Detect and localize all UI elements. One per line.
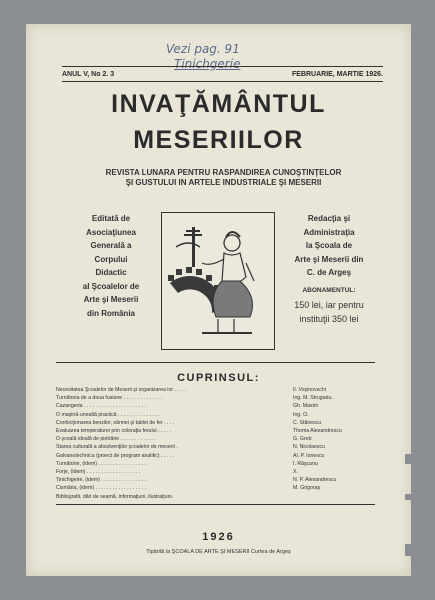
contents-entry-author: N. P. Alexandrescu [293, 477, 337, 484]
publisher-line: Generală a [90, 241, 132, 250]
editorial-line: Administraţia [303, 227, 355, 237]
contents-heading: CUPRINSUL: [177, 372, 260, 384]
contents-entry [56, 386, 375, 394]
contents-entry-title: Confecţionarea benzilor, sârmei şi tablei de fer . . . . [56, 419, 175, 426]
contents-entry-author: G. Greb [293, 436, 312, 443]
contents-entry-author: Ing. O. [293, 411, 309, 418]
contents-entry [56, 484, 375, 492]
top-rule [62, 66, 383, 67]
contents-entry [56, 443, 375, 451]
editorial-line: la Şcoala de [305, 241, 353, 250]
magazine-cover [26, 24, 411, 576]
contents-rule [56, 362, 375, 363]
contents-entry [56, 468, 375, 476]
contents-entry-title: Turnătorie, (idem) . . . . . . . . . . . . . . . . . [56, 460, 147, 467]
contents-entry-author: I. Răşcanu [293, 460, 318, 467]
contents-entry-author: Al. P. Ionescu [293, 452, 325, 459]
editorial-line: Redacţia şi [307, 214, 351, 223]
publisher-line: al Şcoalelor de [82, 281, 140, 291]
contents-entry-title: O maşină-unealtă practică . . . . . . . . . . . . . . . [56, 411, 160, 418]
publisher-line: Corpului [94, 254, 128, 264]
contents-entry-title: Cazangeria . . . . . . . . . . . . . . . . . . . . . . [56, 403, 146, 410]
contents-entry [56, 493, 375, 501]
issue-number: ANUL V, No 2. 3 [62, 70, 115, 78]
publication-year: 1926 [202, 531, 235, 543]
contents-entry [56, 476, 375, 484]
contents-entry [56, 435, 375, 443]
contents-entry-title: Cismăria, (idem) . . . . . . . . . . . . . . . . . . [56, 485, 146, 492]
publisher-line: Asociaţiunea [86, 227, 136, 237]
contents-entry-author: N. Nicolaescu [293, 444, 326, 451]
publisher-column [66, 212, 156, 320]
contents-entry [56, 427, 375, 435]
contents-entry-title: Bibliografii, dări de seamă, informaţiuni, ilustraţiuni. [56, 493, 174, 500]
contents-entry [56, 394, 375, 402]
handwritten-note-2: Tinichgerie [174, 57, 241, 71]
handwritten-note-1: Vezi pag. 91 [166, 42, 240, 56]
contents-entry [56, 452, 375, 460]
contents-entry-title: Galvanotechnica (proect de program analitic) . . . . . [56, 452, 174, 459]
woman-with-gear-illustration [162, 213, 274, 349]
contents-entry-author: Ing. M. Strugariu. [293, 395, 333, 402]
issue-row [62, 68, 383, 80]
contents-entry-title: Tinichigerie, (idem) . . . . . . . . . . . . . . . . [56, 477, 147, 484]
torn-edge [405, 454, 413, 464]
torn-edge [405, 494, 413, 500]
contents-entry-author: Gh. Maxim [293, 403, 319, 410]
contents-entry [56, 411, 375, 419]
issue-rule [62, 81, 383, 82]
printer-line: Tipărită la ŞCOALA DE ARTE ŞI MESERII Curtea de Argeş [146, 549, 291, 555]
contents-entry-title: Necesitatea Şcoalelor de Meserii şi organizarea lor . . . . . [56, 387, 188, 393]
contents-entry-title: O şcoală ideală de pietrărie . . . . . . . . . . . . . [56, 436, 157, 443]
contents-entry-author: M. Grigoraş [293, 485, 321, 492]
contents-entry-author [293, 493, 375, 501]
subscription-label: ABONAMENTUL: [302, 287, 356, 294]
title-line-2: MESERIILOR [133, 126, 304, 154]
contents-entry-title: Starea culturală a absolvenţilor şcoalelor de meserii . [56, 444, 178, 451]
contents-entry-author: Il. Voşinovschi [293, 387, 326, 393]
editorial-column [279, 212, 379, 280]
subtitle-line-2: ŞI GUSTULUI IN ARTELE INDUSTRIALE ŞI MESERII [125, 178, 322, 187]
issue-date: FEBRUARIE, MARTIE 1926. [291, 70, 383, 78]
publisher-line: Arte şi Meserii [83, 295, 139, 304]
publisher-line: din România [86, 308, 135, 318]
contents-entry-author: C. Stănescu [293, 419, 322, 426]
subscription-price-1: 150 lei, iar pentru [294, 300, 364, 310]
publisher-line: Didactic [95, 268, 127, 277]
contents-entry-title: Forje, (idem) . . . . . . . . . . . . . . . . . . . [56, 469, 141, 476]
editorial-line: Arte şi Meserii din [294, 254, 364, 264]
contents-entry [56, 419, 375, 427]
bottom-rule [56, 504, 375, 505]
publisher-line: Editată de [91, 214, 131, 223]
table-of-contents [56, 386, 375, 501]
contents-entry-author: Thoma Alexandrescu [293, 428, 342, 435]
subscription-price-2: instituţii 350 lei [299, 314, 359, 324]
contents-entry-title: Turnătoria de a doua fusiune . . . . . . . . . . . . . . [56, 395, 163, 402]
subtitle-line-1: REVISTA LUNARA PENTRU RASPANDIREA CUNOŞTINŢELOR [105, 168, 342, 177]
contents-entry-title: Evaluarea temperaturei prin coloraţia ferului . . . . . [56, 428, 172, 435]
contents-entry [56, 460, 375, 468]
emblem-illustration [161, 212, 275, 350]
editorial-line: C. de Argeş [306, 268, 352, 277]
contents-entry-author: X. [293, 469, 298, 476]
title-line-1: INVAŢĂMÂNTUL [111, 90, 326, 118]
contents-entry [56, 402, 375, 410]
